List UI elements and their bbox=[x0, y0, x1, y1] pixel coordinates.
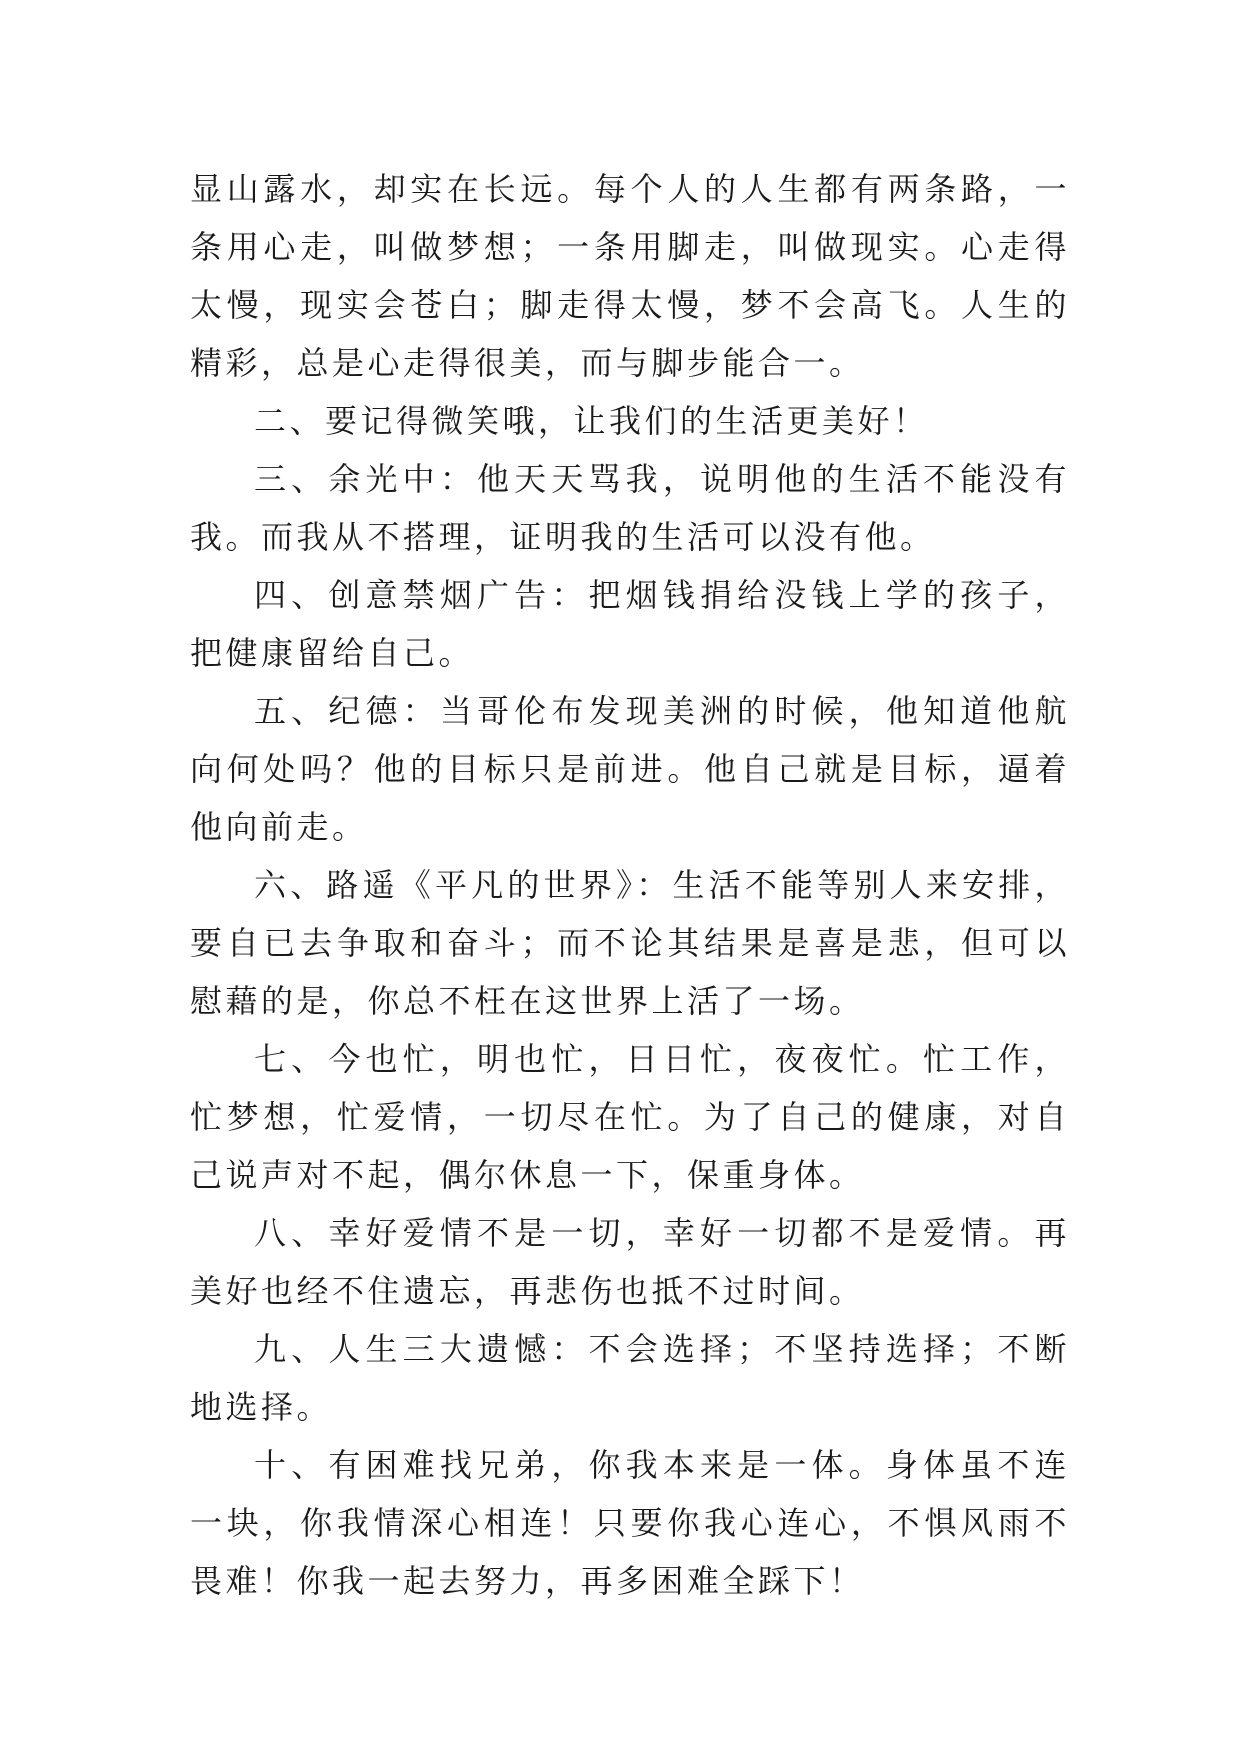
paragraph-item-10: 十、有困难找兄弟，你我本来是一体。身体虽不连一块，你我情深心相连！只要你我心连心，不惧风雨不畏难！你我一起去努力，再多困难全踩下！ bbox=[190, 1446, 1070, 1600]
paragraph-item-5: 五、纪德：当哥伦布发现美洲的时候，他知道他航向何处吗？他的目标只是前进。他自己就是目标，逼着他向前走。 bbox=[190, 692, 1070, 846]
paragraph-item-9: 九、人生三大遗憾：不会选择；不坚持选择；不断地选择。 bbox=[190, 1330, 1070, 1426]
paragraph-continuation: 显山露水，却实在长远。每个人的人生都有两条路，一条用心走，叫做梦想；一条用脚走，叫做现实。心走得太慢，现实会苍白；脚走得太慢，梦不会高飞。人生的精彩，总是心走得很美，而与脚步能合一。 bbox=[190, 170, 1070, 382]
paragraph-item-3: 三、余光中：他天天骂我，说明他的生活不能没有我。而我从不搭理，证明我的生活可以没有他。 bbox=[190, 460, 1070, 556]
paragraph-item-8: 八、幸好爱情不是一切，幸好一切都不是爱情。再美好也经不住遗忘，再悲伤也抵不过时间。 bbox=[190, 1214, 1070, 1310]
paragraph-item-4: 四、创意禁烟广告：把烟钱捐给没钱上学的孩子，把健康留给自己。 bbox=[190, 576, 1070, 672]
paragraph-item-2: 二、要记得微笑哦，让我们的生活更美好！ bbox=[254, 402, 929, 440]
paragraph-item-7: 七、今也忙，明也忙，日日忙，夜夜忙。忙工作，忙梦想，忙爱情，一切尽在忙。为了自己的健康，对自己说声对不起，偶尔休息一下，保重身体。 bbox=[190, 1040, 1070, 1194]
paragraph-item-6: 六、路遥《平凡的世界》：生活不能等别人来安排，要自已去争取和奋斗；而不论其结果是喜是悲，但可以慰藉的是，你总不枉在这世界上活了一场。 bbox=[190, 866, 1070, 1020]
document-body bbox=[190, 160, 1070, 1610]
